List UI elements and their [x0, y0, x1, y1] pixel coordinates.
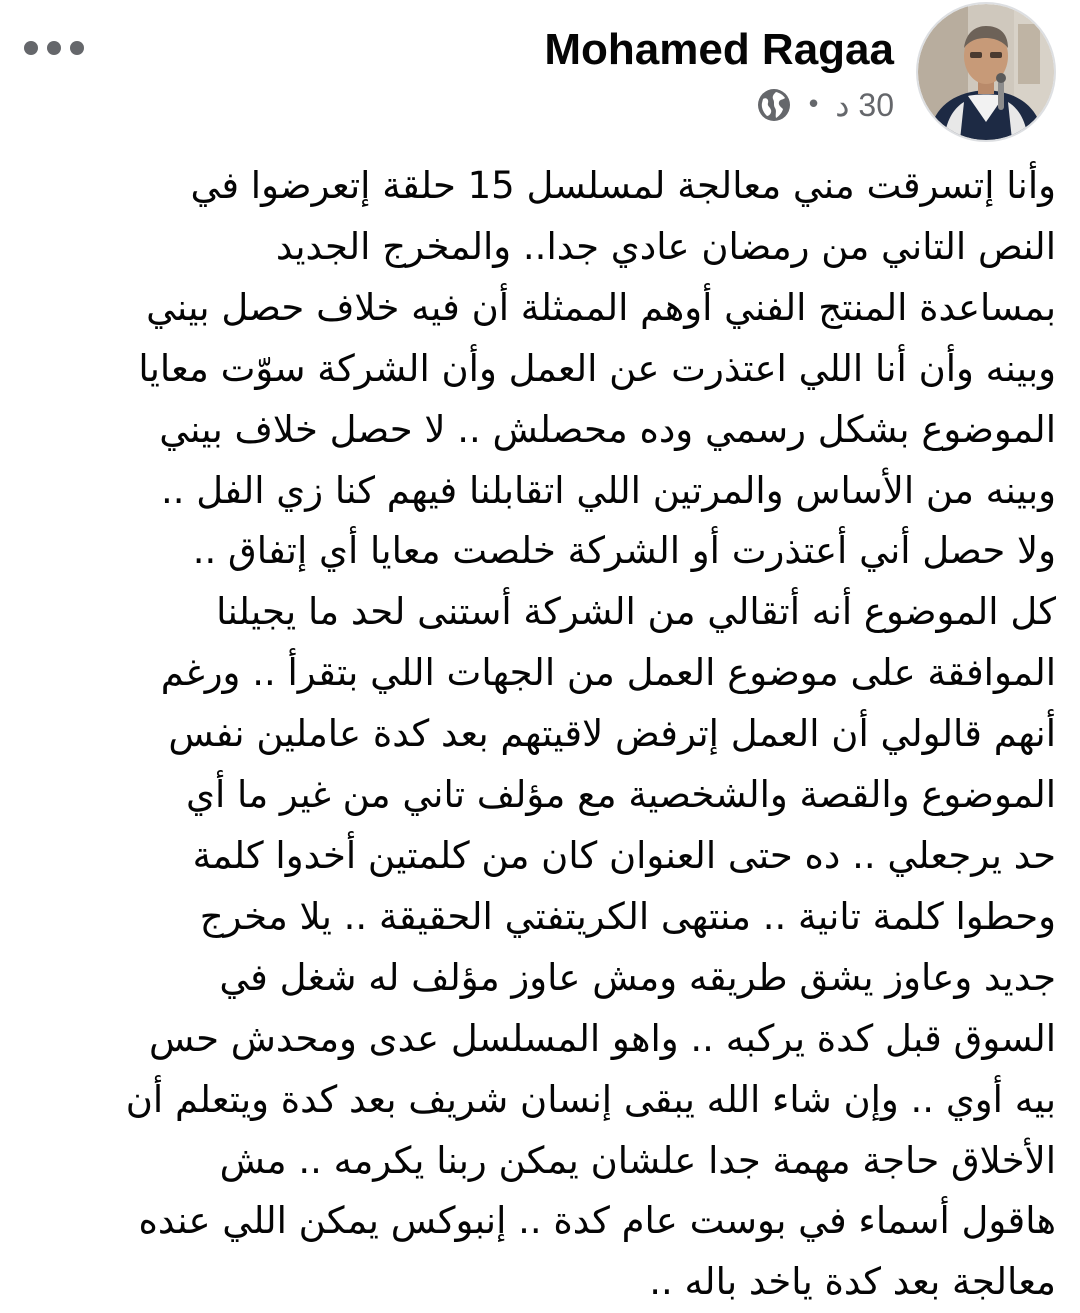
post-timestamp[interactable]: 30 د: [835, 87, 894, 123]
post-text: [20, 156, 1056, 1313]
avatar-photo: [918, 4, 1054, 140]
post-text-line: النص التاني من رمضان عادي جدا.. والمخرج الجديد: [275, 224, 1056, 268]
author-name[interactable]: Mohamed Ragaa: [544, 25, 894, 74]
post-text-line: ولا حصل أني أعتذرت أو الشركة خلصت معايا أي إتفاق ..: [192, 529, 1056, 573]
post-text-line: أنهم قالولي أن العمل إترفض لاقيتهم بعد كدة عاملين نفس: [168, 712, 1056, 756]
post-text-line: وبينه وأن أنا اللي اعتذرت عن العمل وأن الشركة سوّت معايا: [138, 346, 1056, 390]
post-text-line: وحطوا كلمة تانية .. منتهى الكريتفتي الحقيقة .. يلا مخرج: [199, 894, 1056, 938]
post-meta: [756, 82, 894, 128]
post-header: [0, 0, 1080, 150]
post-text-line: السوق قبل كدة يركبه .. واهو المسلسل عدى ومحدش حس: [148, 1016, 1056, 1060]
post-text-line: هاقول أسماء في بوست عام كدة .. إنبوكس يمكن اللي عنده: [138, 1199, 1056, 1243]
more-dots-icon: [70, 41, 84, 55]
post-text-line: حد يرجعلي .. ده حتى العنوان كان من كلمتين أخدوا كلمة: [192, 833, 1056, 877]
post-text-line: وأنا إتسرقت مني معالجة لمسلسل 15 حلقة إتعرضوا في: [190, 164, 1056, 207]
post-text-line: بيه أوي .. وإن شاء الله يبقى إنسان شريف بعد كدة ويتعلم أن: [125, 1077, 1056, 1121]
post-text-line: الموافقة على موضوع العمل من الجهات اللي بتقرأ .. ورغم: [160, 651, 1056, 695]
post-text-line: كل الموضوع أنه أتقالي من الشركة أستنى لحد ما يجيلنا: [216, 590, 1056, 634]
more-dots-icon: [47, 41, 61, 55]
post-text-line: الأخلاق حاجة مهمة جدا علشان يمكن ربنا يكرمه .. مش: [219, 1138, 1056, 1182]
post-text-line: الموضوع والقصة والشخصية مع مؤلف تاني من غير ما أي: [186, 773, 1056, 817]
more-dots-icon: [24, 41, 38, 55]
post-text-line: جديد وعاوز يشق طريقه ومش عاوز مؤلف له شغل في: [219, 955, 1056, 999]
post-text-line: الموضوع بشكل رسمي وده محصلش .. لا حصل خلاف بيني: [159, 407, 1056, 451]
meta-separator: •: [805, 90, 822, 120]
post-text-line: وبينه من الأساس والمرتين اللي اتقابلنا فيهم كنا زي الفل ..: [160, 468, 1056, 512]
globe-icon[interactable]: [756, 87, 792, 123]
post-text-line: بمساعدة المنتج الفني أوهم الممثلة أن فيه خلاف حصل بيني: [146, 285, 1056, 329]
avatar[interactable]: [916, 2, 1056, 142]
more-options-button[interactable]: [24, 36, 84, 60]
post-text-line: معالجة بعد كدة ياخد باله ..: [649, 1260, 1056, 1304]
